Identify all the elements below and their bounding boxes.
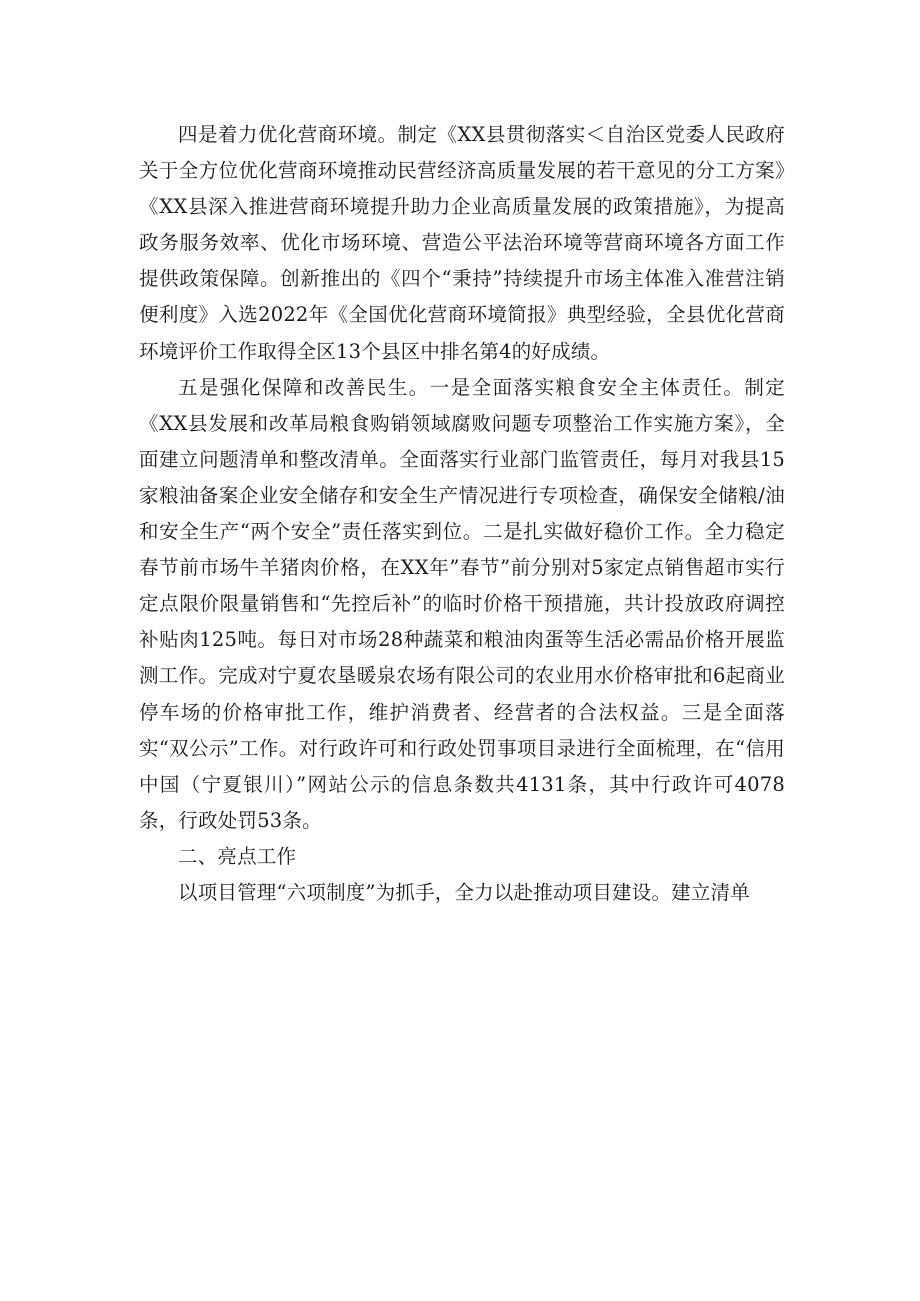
paragraph-business-environment: 四是着力优化营商环境。制定《XX县贯彻落实＜自治区党委人民政府关于全方位优化营商环境推动民营经济高质量发展的若干意见的分工方案》《XX县深入推进营商环境提升助力企业高质量发展的政策措施》，为提高政务服务效率、优化市场环境、营造公平法治环境等营商环境各方面工作提供政策保障。创新推出的《四个“秉持”持续提升市场主体准入准营注销便利度》入选2022年《全国优化营商环境简报》典型经验，全县优化营商环境评价工作取得全区13个县区中排名第4的好成绩。 bbox=[139, 123, 785, 363]
paragraph-project-management: 以项目管理“六项制度”为抓手，全力以赴推动项目建设。建立清单 bbox=[178, 880, 750, 904]
section-heading-highlights: 二、亮点工作 bbox=[178, 844, 297, 868]
document-body bbox=[139, 117, 785, 911]
paragraph-livelihood: 五是强化保障和改善民生。一是全面落实粮食安全主体责任。制定《XX县发展和改革局粮食购销领域腐败问题专项整治工作实施方案》，全面建立问题清单和整改清单。全面落实行业部门监管责任，每月对我县15家粮油备案企业安全储存和安全生产情况进行专项检查，确保安全储粮/油和安全生产“两个安全”责任落实到位。二是扎实做好稳价工作。全力稳定春节前市场牛羊猪肉价格，在XX年”春节”前分别对5家定点销售超市实行定点限价限量销售和“先控后补”的临时价格干预措施，共计投放政府调控补贴肉125吨。每日对市场28种蔬菜和粮油肉蛋等生活必需品价格开展监测工作。完成对宁夏农垦暖泉农场有限公司的农业用水价格审批和6起商业停车场的价格审批工作，维护消费者、经营者的合法权益。三是全面落实“双公示”工作。对行政许可和行政处罚事项目录进行全面梳理，在“信用中国（宁夏银川）”网站公示的信息条数共4131条，其中行政许可4078条，行政处罚53条。 bbox=[139, 375, 785, 832]
